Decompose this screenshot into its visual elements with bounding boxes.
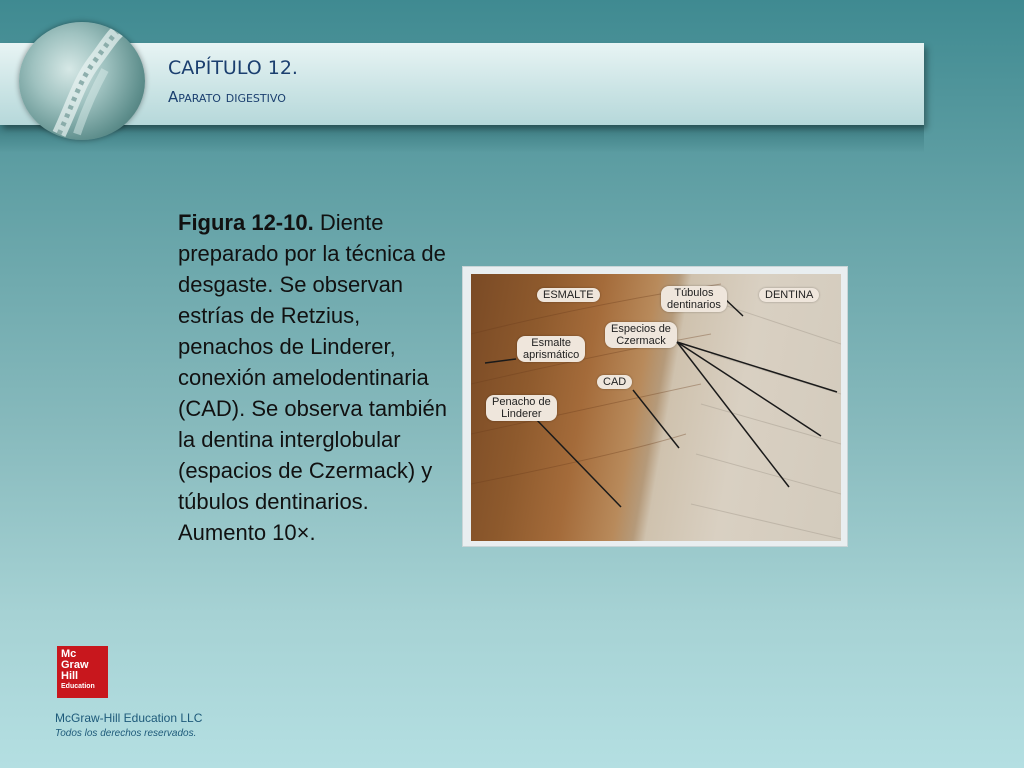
chromosome-graphic bbox=[19, 22, 145, 140]
label-dentina: DENTINA bbox=[759, 288, 819, 302]
label-tubulos-dentinarios: Túbulos dentinarios bbox=[661, 286, 727, 312]
footer-rights: Todos los derechos reservados. bbox=[55, 728, 197, 739]
logo-line-2: Graw bbox=[61, 659, 89, 671]
logo-line-4: Education bbox=[61, 683, 95, 690]
header-shadow bbox=[0, 125, 924, 153]
label-especios-czermack: Especios de Czermack bbox=[605, 322, 677, 348]
chapter-subtitle: Aparato digestivo bbox=[168, 88, 286, 106]
label-esmalte-aprismatico: Esmalte aprismático bbox=[517, 336, 585, 362]
label-penacho-linderer: Penacho de Linderer bbox=[486, 395, 557, 421]
label-esmalte: ESMALTE bbox=[537, 288, 600, 302]
caption-figure-number: Figura 12-10. bbox=[178, 210, 314, 235]
mcgraw-hill-logo bbox=[57, 646, 108, 698]
figure-caption bbox=[178, 207, 448, 548]
micrograph-frame bbox=[462, 266, 848, 547]
footer-company: McGraw-Hill Education LLC bbox=[55, 711, 203, 725]
caption-text: Diente preparado por la técnica de desgaste. Se observan estrías de Retzius, penachos de Linderer, conexión amelodentinaria (CAD). Se observa también la dentina interglobular (espacios de Czermack) y túbulos dentinarios. Aumento 10×. bbox=[178, 210, 447, 545]
tooth-micrograph bbox=[471, 274, 841, 541]
chromosome-globe-icon bbox=[19, 22, 145, 140]
logo-line-1: Mc bbox=[61, 648, 77, 660]
label-cad: CAD bbox=[597, 375, 632, 389]
logo-line-3: Hill bbox=[61, 670, 79, 682]
chapter-title: CAPÍTULO 12. bbox=[168, 57, 298, 79]
